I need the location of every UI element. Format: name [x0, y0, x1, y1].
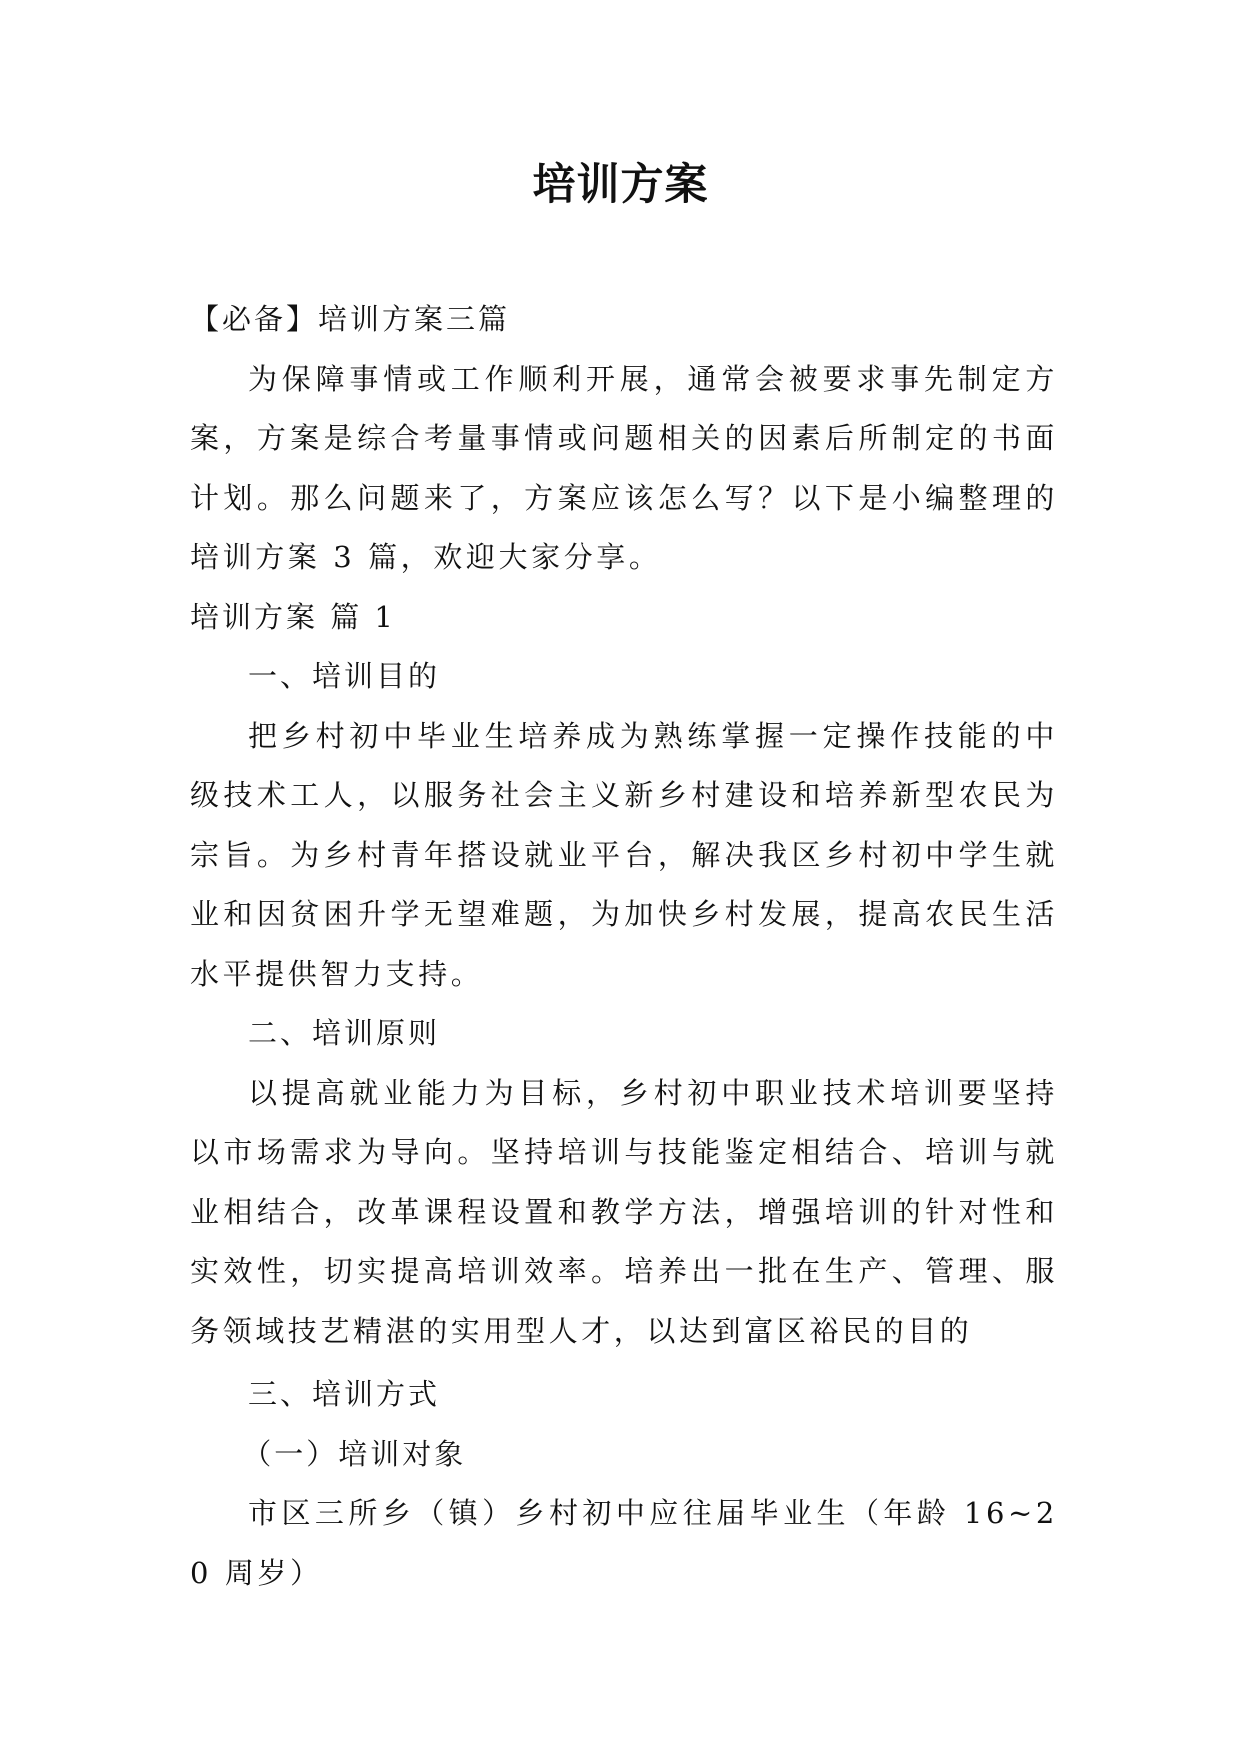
intro-heading: 【必备】培训方案三篇: [190, 302, 511, 336]
section-1-heading: 一、培训目的: [248, 659, 441, 693]
document-body: [190, 290, 1058, 1603]
intro-paragraph: 为保障事情或工作顺利开展，通常会被要求事先制定方案，方案是综合考量事情或问题相关的因素后所制定的书面计划。那么问题来了，方案应该怎么写？以下是小编整理的培训方案 3 篇，欢迎大家分享。: [190, 361, 1058, 574]
section-1-paragraph: 把乡村初中毕业生培养成为熟练掌握一定操作技能的中级技术工人，以服务社会主义新乡村建设和培养新型农民为宗旨。为乡村青年搭设就业平台，解决我区乡村初中学生就业和因贫困升学无望难题，为加快乡村发展，提高农民生活水平提供智力支持。: [190, 718, 1058, 991]
subsection-1-paragraph: 市区三所乡（镇）乡村初中应往届毕业生（年龄 16~20 周岁）: [190, 1496, 1058, 1590]
section-2-heading: 二、培训原则: [248, 1016, 441, 1050]
part-heading: 培训方案 篇 1: [190, 599, 396, 634]
section-2-paragraph: 以提高就业能力为目标，乡村初中职业技术培训要坚持以市场需求为导向。坚持培训与技能鉴定相结合、培训与就业相结合，改革课程设置和教学方法，增强培训的针对性和实效性，切实提高培训效率。培养出一批在生产、管理、服务领域技艺精湛的实用型人才，以达到富区裕民的目的: [190, 1075, 1058, 1348]
section-3-heading: 三、培训方式: [248, 1377, 441, 1411]
document-title: 培训方案: [532, 160, 709, 210]
subsection-1-heading: （一）培训对象: [242, 1436, 467, 1471]
